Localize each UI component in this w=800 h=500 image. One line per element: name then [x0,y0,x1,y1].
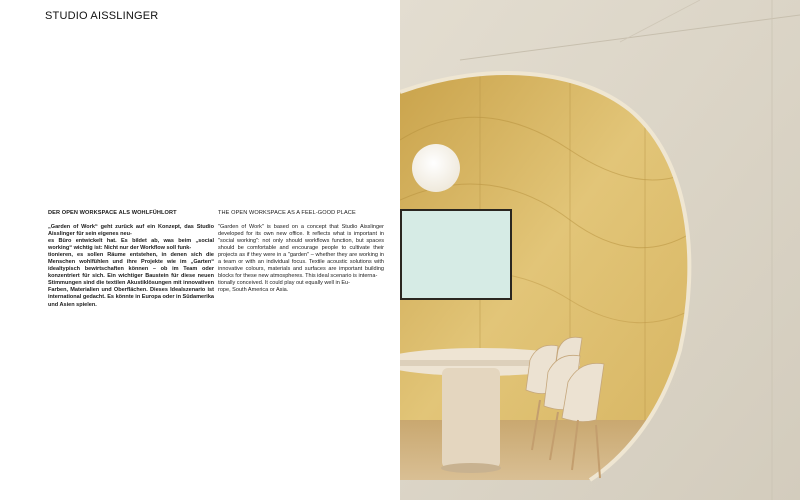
english-heading: THE OPEN WORKSPACE AS A FEEL-GOOD PLACE [218,210,356,216]
german-body: „Garden of Work“ geht zurück auf ein Konzept, das Studio Aisslinger für sein eigenes neu- es Büro entwickelt hat. Es bildet ab, was beim „social working“ wichtig ist: Nicht nur der Workflow soll funk- tionieren, es sollen Räume entstehen, in denen sich die Menschen wohlfühlen und ihre Projekte wie im „Garten“ idealtypisch bewirtschaften können – ob im Team oder konzentriert für sich. Ein wichtiger Baustein für diese neuen Stimmungen sind die textilen Akustiklösungen mit innovativen Farben, Materialien und Oberflächen. Dieses Idealszenario ist international gedacht. Es könnte in Europa oder in Südamerika und Asien spielen. [48,224,214,308]
table-pedestal [442,368,500,468]
wall-screen [402,211,510,298]
german-heading: DER OPEN WORKSPACE ALS WOHLFÜHLORT [48,210,177,216]
german-column [48,209,214,309]
brand-title: STUDIO AISSLINGER [45,10,159,22]
pendant-lamp [412,144,460,192]
english-column [218,209,384,294]
english-body: "Garden of Work" is based on a concept that Studio Aisslinger developed for its own new office. It reflects what is important in "social working": not only should workflows function, but spaces should be comfortable and encourage people to cultivate their projects as if they were in a "garden" – whether they are working in a team or with an individual focus. Textile acoustic solutions with innovative colours, materials and surfaces are important building blocks for these new atmospheres. This ideal scenario is interna- tionally conceived. It could play out equally well in Eu- rope, South America or Asia. [218,224,384,294]
office-interior-photo [400,0,800,500]
